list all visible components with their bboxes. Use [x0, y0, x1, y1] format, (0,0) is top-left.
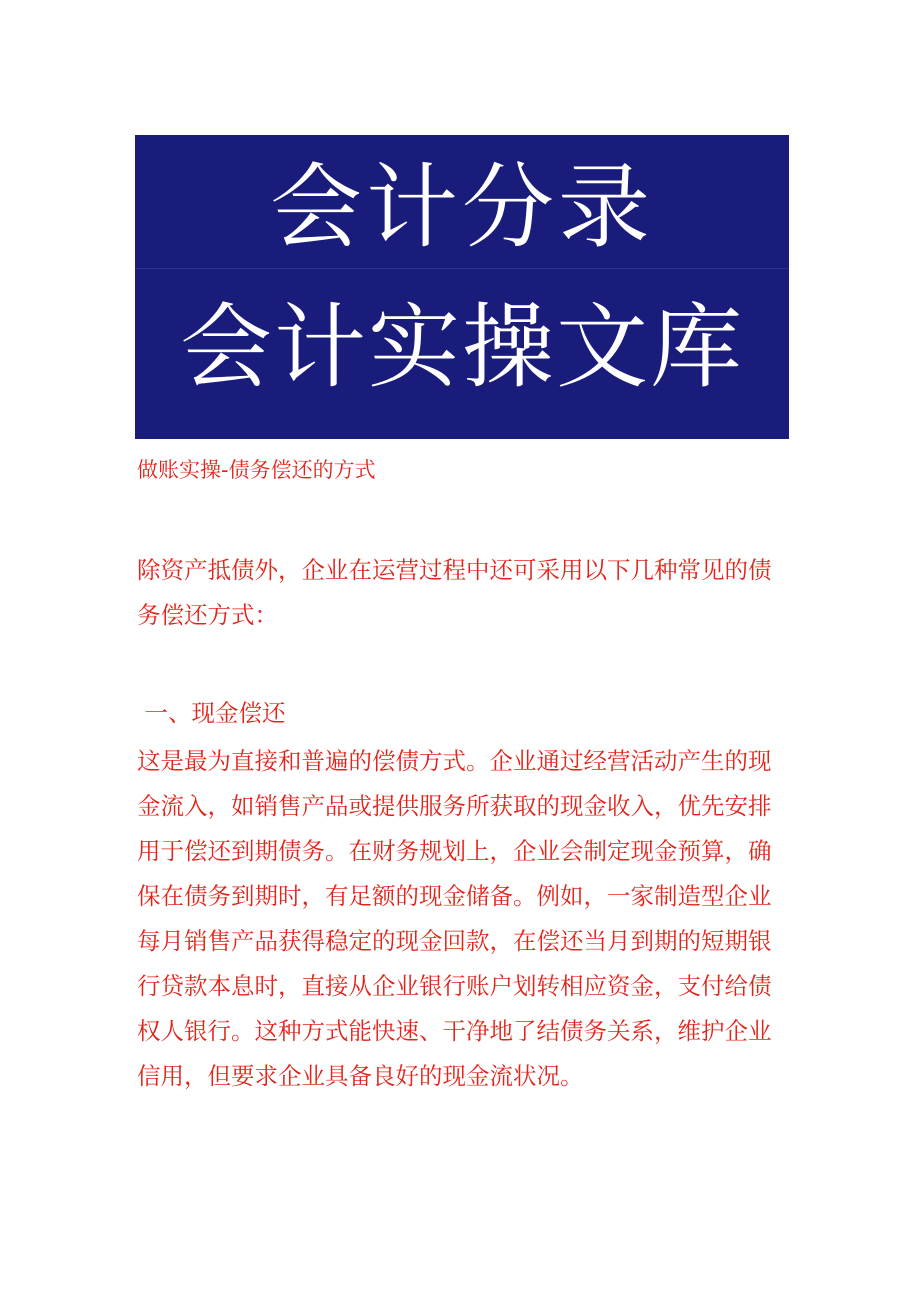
- title-banner: [135, 135, 789, 439]
- document-subtitle: 做账实操-债务偿还的方式: [137, 458, 376, 482]
- section-heading: 一、现金偿还: [137, 699, 286, 727]
- banner-subtitle: 会计实操文库: [179, 294, 744, 401]
- banner-title: 会计分录: [269, 154, 654, 261]
- banner-divider: [135, 268, 789, 269]
- intro-paragraph: 除资产抵债外，企业在运营过程中还可采用以下几种常见的债务偿还方式：: [137, 556, 772, 629]
- section-body: 这是最为直接和普遍的偿债方式。企业通过经营活动产生的现金流入，如销售产品或提供服务所获取的现金收入，优先安排用于偿还到期债务。在财务规划上，企业会制定现金预算，确保在债务到期时，有足额的现金储备。例如，一家制造型企业每月销售产品获得稳定的现金回款，在偿还当月到期的短期银行贷款本息时，直接从企业银行账户划转相应资金，支付给债权人银行。这种方式能快速、干净地了结债务关系，维护企业信用，但要求企业具备良好的现金流状况。: [137, 747, 772, 1090]
